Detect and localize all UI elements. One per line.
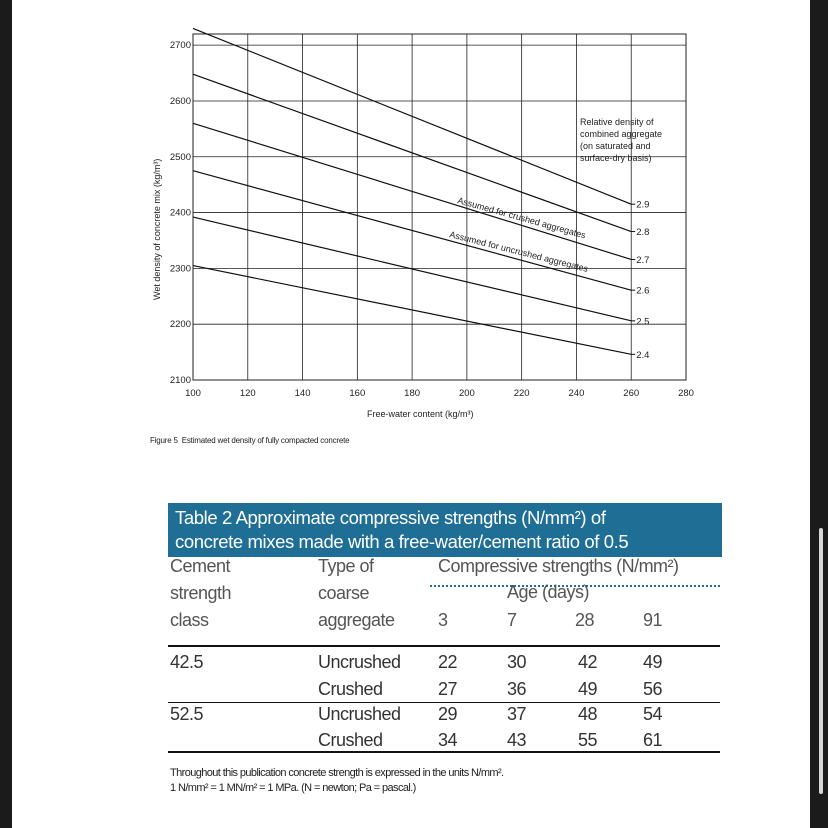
plot-frame	[193, 34, 686, 380]
annotation-crushed: Assumed for crushed aggregates	[456, 195, 587, 241]
series-label: 2.7	[636, 254, 650, 266]
legend-title-line: combined aggregate	[580, 129, 663, 139]
scrollbar-thumb[interactable]	[819, 528, 823, 794]
series-label: 2.5	[636, 316, 650, 328]
series-label: 2.9	[636, 199, 650, 211]
x-tick-label: 180	[404, 388, 421, 399]
legend-title-line: (on saturated and	[580, 141, 651, 151]
cell-value: 49	[578, 679, 598, 699]
y-tick-label: 2700	[169, 40, 191, 52]
x-tick-label: 200	[458, 388, 475, 399]
y-axis-label: Wet density of concrete mix (kg/m³)	[152, 158, 162, 300]
y-tick-label: 2500	[169, 151, 191, 163]
cell-type: Uncrushed	[318, 704, 401, 724]
cell-type: Crushed	[318, 679, 383, 699]
cell-value: 34	[438, 730, 458, 750]
cell-type: Uncrushed	[318, 652, 401, 672]
cell-value: 61	[643, 730, 663, 750]
table-rule	[168, 702, 720, 703]
header-type-of: Type of	[318, 556, 374, 576]
cell-class: 42.5	[170, 652, 204, 672]
table-title-line: concrete mixes made with a free-water/cement ratio of 0.5	[175, 531, 629, 552]
header-age-91: 91	[643, 610, 663, 630]
cell-value: 49	[643, 652, 663, 672]
cell-value: 54	[643, 704, 663, 724]
cell-value: 56	[643, 679, 663, 699]
chart-lines	[193, 28, 635, 354]
cell-value: 22	[438, 652, 458, 672]
header-age: Age (days)	[507, 582, 590, 602]
x-tick-label: 140	[294, 388, 311, 399]
table-title	[168, 503, 722, 557]
header-coarse: coarse	[318, 583, 370, 603]
header-cement: Cement	[170, 556, 231, 576]
legend-title-line: Relative density of	[580, 117, 654, 127]
header-class: class	[170, 610, 209, 630]
legend-title-line: surface-dry basis)	[580, 153, 652, 163]
series-label: 2.8	[636, 227, 650, 239]
cell-value: 37	[507, 704, 527, 724]
cell-value: 48	[578, 704, 598, 724]
cell-value: 30	[507, 652, 527, 672]
header-age-7: 7	[507, 610, 517, 630]
x-axis-label: Free-water content (kg/m³)	[367, 409, 474, 419]
cell-value: 29	[438, 704, 458, 724]
series-label: 2.4	[636, 349, 650, 361]
cell-value: 43	[507, 730, 527, 750]
header-strength: strength	[170, 583, 232, 603]
header-compressive: Compressive strengths (N/mm²)	[438, 556, 679, 576]
cell-value: 55	[578, 730, 598, 750]
annotation-uncrushed: Assumed for uncrushed aggregates	[448, 229, 590, 274]
x-tick-label: 280	[678, 388, 694, 399]
legend-title	[580, 117, 662, 163]
chart-grid	[193, 34, 686, 380]
y-tick-label: 2100	[169, 375, 191, 386]
x-tick-label: 260	[623, 388, 640, 399]
table-rule	[168, 645, 720, 647]
cell-value: 36	[507, 679, 527, 699]
table-rule	[168, 751, 720, 753]
cell-class: 52.5	[170, 704, 204, 724]
figure-caption	[150, 436, 353, 445]
x-tick-label: 240	[568, 388, 585, 399]
header-aggregate: aggregate	[318, 610, 395, 630]
chart-series-labels	[636, 200, 649, 361]
header-age-28: 28	[575, 610, 595, 630]
table-title-line: Table 2 Approximate compressive strengths (N/mm²) of	[175, 507, 606, 528]
figure-caption-text: Estimated wet density of fully compacted concrete	[181, 436, 350, 445]
cell-value: 42	[578, 652, 598, 672]
table-note: 1 N/mm² = 1 MN/m² = 1 MPa. (N = newton; Pa = pascal.)	[170, 782, 416, 794]
header-age-3: 3	[438, 610, 448, 630]
y-tick-label: 2300	[169, 263, 191, 275]
x-tick-label: 100	[185, 388, 201, 399]
cell-value: 27	[438, 679, 458, 699]
x-tick-label: 220	[513, 388, 530, 399]
x-tick-label: 120	[239, 388, 256, 399]
y-tick-label: 2600	[169, 95, 191, 107]
x-tick-label: 160	[349, 388, 366, 399]
series-label: 2.6	[636, 285, 650, 297]
cell-type: Crushed	[318, 730, 383, 750]
figure-caption-label: Figure 5	[150, 436, 178, 445]
y-tick-label: 2400	[169, 207, 191, 219]
table-note: Throughout this publication concrete strength is expressed in the units N/mm².	[170, 767, 504, 779]
y-tick-label: 2200	[169, 319, 191, 331]
